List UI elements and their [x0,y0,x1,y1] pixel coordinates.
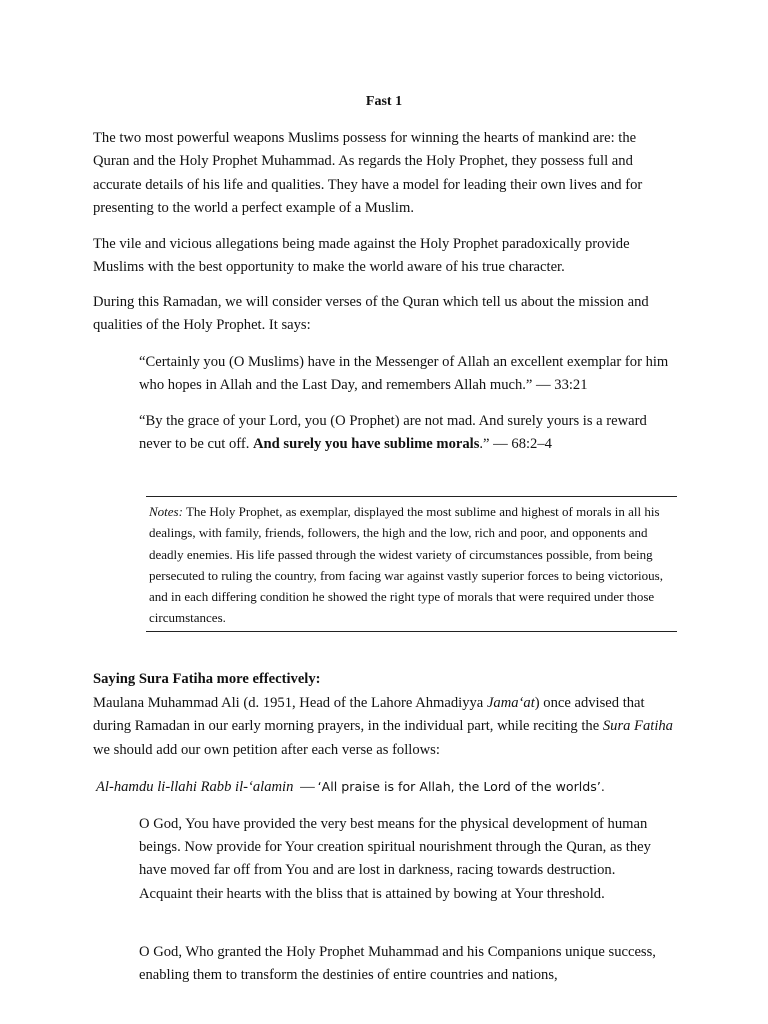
quote-68-ref: .” — 68:2–4 [479,436,552,453]
notes-label: Notes: [149,504,183,519]
quote-68-bold: And surely you have sublime morals [253,436,480,453]
intro-part-a: Maulana Muhammad Ali (d. 1951, Head of the Lahore Ahmadiyya [93,695,487,711]
quote-33-21: “Certainly you (O Muslims) have in the Messenger of Allah an excellent exemplar for him who hopes in Allah and the Last Day, and remembers Allah much.” — 33:21 [139,354,669,394]
quote-68-text: “By the grace of your Lord, you (O Prophet) are not mad. And surely yours is a reward never to be cut off. [139,413,647,453]
section-heading: Saying Sura Fatiha more effectively: [93,671,321,687]
petition-2: O God, Who granted the Holy Prophet Muhammad and his Companions unique success, enabling them to transform the destinies of entire countries and nations, [139,944,656,984]
intro-part-b: ) once advised that during Ramadan in our early morning prayers, in the individual part, while reciting the [93,695,645,735]
intro-italic-sura: Sura Fatiha [602,718,673,735]
fatiha-transliteration: Al-hamdu li-llahi Rabb il-‘alamin [96,779,294,795]
fatiha-verse-line [96,777,696,797]
quote-68-2-4 [139,410,679,457]
notes-text: The Holy Prophet, as exemplar, displayed the most sublime and highest of morals in all his dealings, with family, friends, followers, the high and the low, rich and poor, and opponents and deadly enemies. His life passed through the widest variety of circumstances possible, from being persecuted to ruling the country, from facing war against vastly superior forces to being victorious, and in each differing condition he showed the right type of morals that were required under those circumstances. [149,504,663,626]
fatiha-dash: — [300,779,315,795]
intro-part-c: we should add our own petition after each verse as follows: [93,741,440,758]
page-title: Fast 1 [365,94,403,109]
paragraph-allegations: The vile and vicious allegations being made against the Holy Prophet paradoxically provide Muslims with the best opportunity to make the world aware of his true character. [93,236,630,276]
paragraph-ramadan: During this Ramadan, we will consider verses of the Quran which tell us about the mission and qualities of the Holy Prophet. It says: [93,294,649,334]
intro-italic-jamaat: Jama‘at [486,695,535,711]
fatiha-translation: ‘All praise is for Allah, the Lord of the worlds’. [317,779,605,794]
petition-1: O God, You have provided the very best means for the physical development of human beings. Now provide for Your creation spiritual nourishment through the Quran, as they have moved far off from You and are lost in darkness, racing towards destruction. Acquaint their hearts with the bliss that is attained by bowing at Your threshold. [139,816,651,902]
section-intro [93,692,673,762]
paragraph-intro: The two most powerful weapons Muslims possess for winning the hearts of mankind are: the Quran and the Holy Prophet Muhammad. As regards the Holy Prophet, they possess full and accurate details of his life and qualities. They have a model for leading their own lives and for presenting to the world a perfect example of a Muslim. [93,130,643,217]
notes-box [146,496,677,632]
